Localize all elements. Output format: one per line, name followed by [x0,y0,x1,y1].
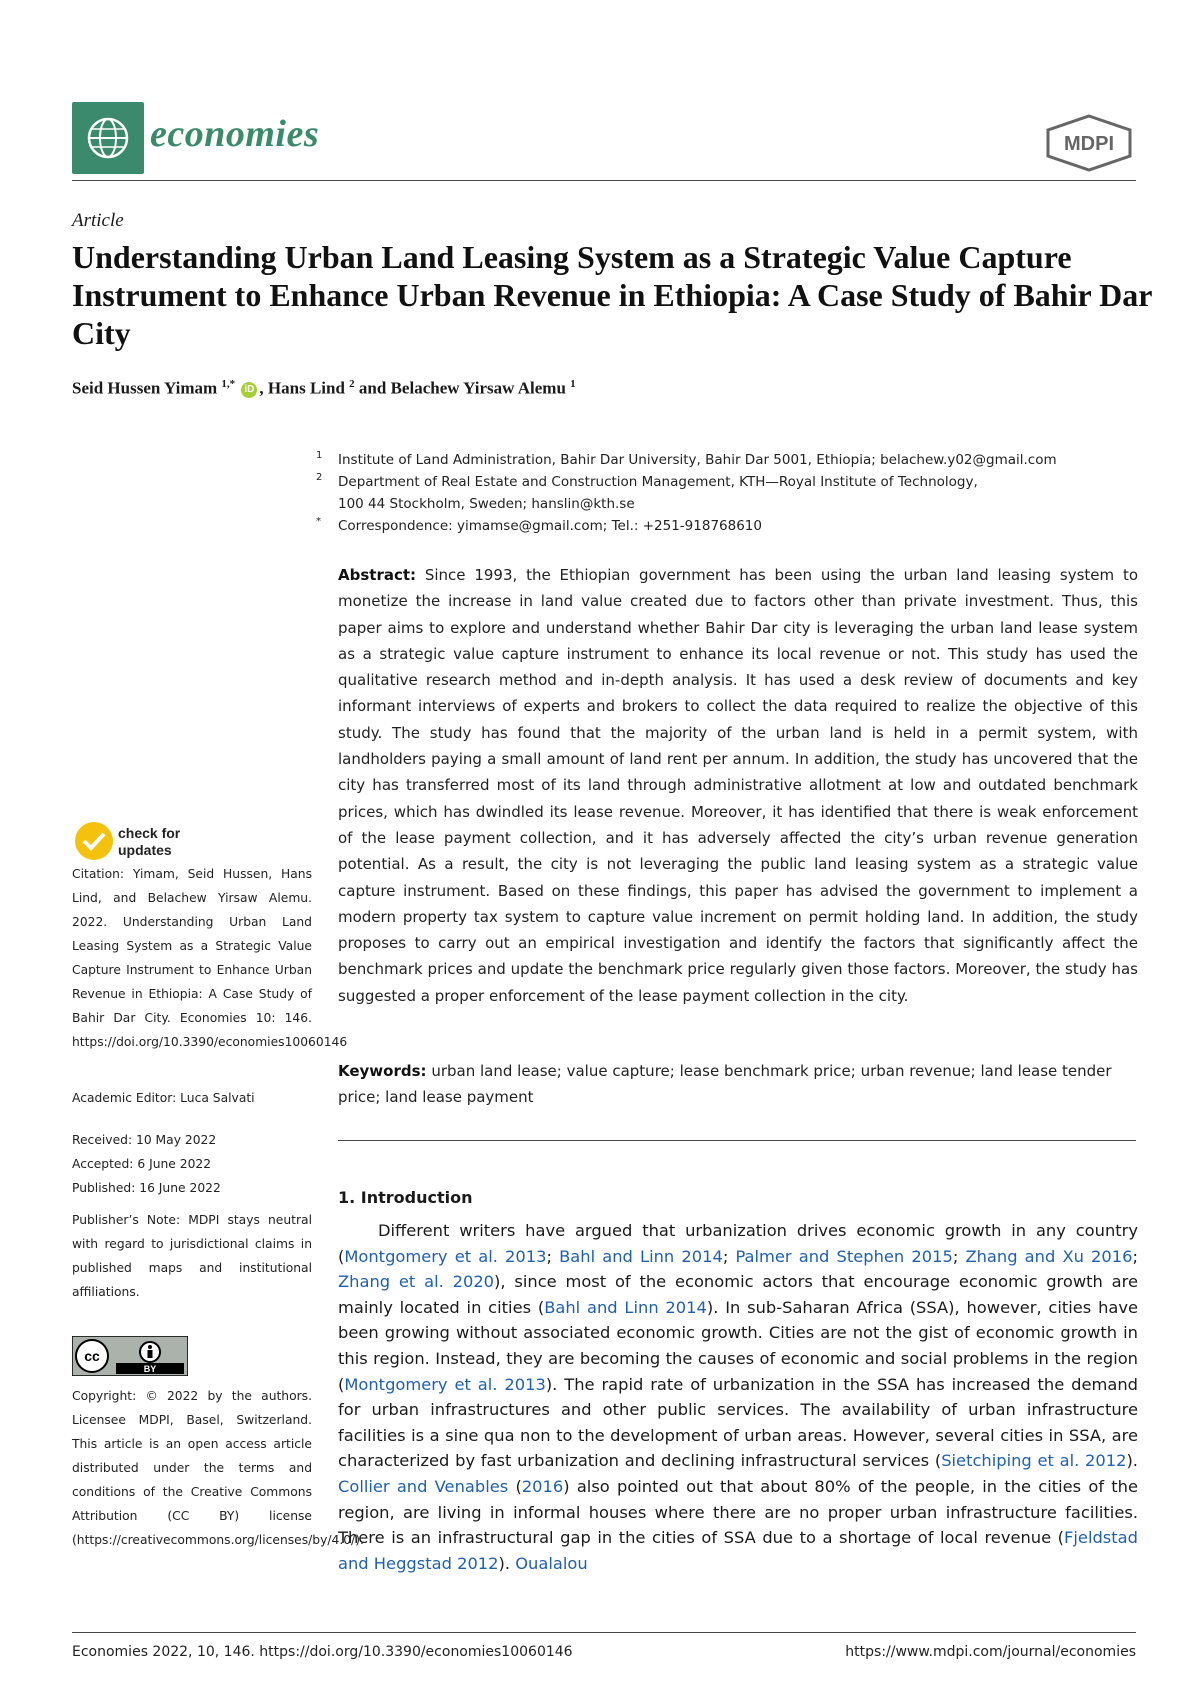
mdpi-logo[interactable] [1044,114,1134,172]
svg-text:check for: check for [118,825,181,841]
section-heading: 1. Introduction [338,1188,473,1207]
article-title: Understanding Urban Land Leasing System as a Strategic Value Capture Instrument to Enhance Urban Revenue in Ethiopia: A Case Study of Bahir Dar City [72,239,1152,351]
journal-logo [72,102,144,174]
body-text: ; [546,1246,560,1266]
footer-journal-url[interactable]: https://www.mdpi.com/journal/economies [845,1644,1136,1660]
article-type: Article [72,210,124,231]
affiliation-2-cont [338,496,635,512]
citation-link[interactable]: Palmer and Stephen 2015 [735,1246,953,1266]
section-divider [338,1140,1136,1141]
body-text: ) also pointed out that about 80% of the people, in the cities of the region, are living in informal houses where there are no proper urban infrastructure facilities. There is an infrastructural gap in the cities of SSA due to a shortage of local revenue ( [338,1476,1139,1548]
abstract-label: Abstract: [338,566,417,584]
body-text: Different writers have argued that urbanization drives economic growth in any country ( [338,1221,1138,1266]
affiliation-2 [316,472,978,490]
keywords-text: urban land lease; value capture; lease benchmark price; urban revenue; land lease tender price; land lease payment [338,1062,1112,1106]
affiliation-number: 2 [316,472,323,483]
citation-link[interactable]: Bahl and Linn 2014 [544,1297,707,1317]
academic-editor: Academic Editor: Luca Salvati [72,1091,255,1105]
svg-text:MDPI: MDPI [1064,133,1114,155]
author-name[interactable]: and Belachew Yirsaw Alemu [358,378,566,398]
citation-link[interactable]: Zhang et al. 2020 [338,1272,495,1292]
citation-link[interactable]: Sietchiping et al. 2012 [941,1451,1127,1471]
citation-link[interactable]: Collier and Venables [338,1476,509,1496]
citation-link[interactable]: 2016 [521,1476,564,1496]
correspondence [316,516,762,534]
published-date: Published: 16 June 2022 [72,1181,221,1195]
orcid-icon[interactable]: iD [241,382,257,398]
citation-link[interactable]: Zhang and Xu 2016 [965,1246,1133,1266]
body-text: ). In sub-Saharan Africa (SSA), however, cities have been growing without associated economic growth. Cities are not the gist of economic growth in this region. Instead, they are becoming the causes of economic and social problems in the region ( [338,1297,1139,1394]
footer-divider [72,1632,1136,1633]
keywords-label: Keywords: [338,1062,427,1080]
author-name[interactable]: Seid Hussen Yimam [72,378,218,398]
citation-link[interactable]: Bahl and Linn 2014 [559,1246,723,1266]
body-text: ; [1132,1246,1138,1266]
check-for-updates-badge[interactable] [72,818,192,864]
intro-paragraph [338,1218,1138,1576]
citation-block: Citation: Yimam, Seid Hussen, Hans Lind, and Belachew Yirsaw Alemu. 2022. Understanding Urban Land Leasing System as a Strategic Value Capture Instrument to Enhance Urban Revenue in Ethiopia: A Case Study of Bahir Dar City. Economies 10: 146. https://doi.org/10.3390/economies10060146 [72,867,348,1049]
body-text: ). The rapid rate of urbanization in the SSA has increased the demand for urban infrastructures and other public services. The availability of urban infrastructure facilities is a sine qua non to the development of urban areas. However, several cities in SSA, are characterized by fast urbanization and declining infrastructural services ( [338,1374,1138,1471]
cc-by-license-badge[interactable] [72,1336,188,1376]
publication-dates [72,1128,312,1200]
header-divider [72,180,1136,181]
author-affiliation-mark: 1,* [221,378,236,390]
body-text: ). [1126,1451,1138,1471]
author-affiliation-mark: 2 [349,378,355,390]
affiliation-text: Institute of Land Administration, Bahir Dar University, Bahir Dar 5001, Ethiopia; belachew.y02@gmail.com [338,452,1057,468]
body-text: ; [722,1246,736,1266]
copyright-notice: Copyright: © 2022 by the authors. Licensee MDPI, Basel, Switzerland. This article is an open access article distributed under the terms and conditions of the Creative Commons Attribution (CC BY) license (https://creativecommons.org/licenses/by/4.0/). [72,1389,364,1547]
svg-text:BY: BY [143,1364,157,1374]
citation-link[interactable]: Oualalou [515,1553,588,1573]
received-date: Received: 10 May 2022 [72,1133,217,1147]
journal-name[interactable]: economies [150,113,320,155]
author-name[interactable]: , Hans Lind [259,378,345,398]
footer-citation[interactable]: Economies 2022, 10, 146. https://doi.org/10.3390/economies10060146 [72,1644,573,1660]
abstract-text: Since 1993, the Ethiopian government has been using the urban land leasing system to monetize the increase in land value created due to factors other than private investment. Thus, this paper aims to explore and understand whether Bahir Dar city is leveraging the urban land lease system as a strategic value capture instrument to enhance its local revenue or not. This study has used the qualitative research method and in-depth analysis. It has used a desk review of documents and key informant interviews of experts and brokers to collect the data required to realize the objective of this study. The study has found that the majority of the urban land is held in a permit system, with landholders paying a small amount of land rent per annum. In addition, the study has uncovered that the city has transferred most of its land through administrative allotment at low and outdated benchmark prices, which has dwindled its lease revenue. Moreover, it has identified that there is weak enforcement of the lease payment collection, and it has adversely affected the city’s urban revenue generation potential. As a result, the city is not leveraging the public land leasing system as a strategic value capture instrument. Based on these findings, this paper has advised the government to implement a modern property tax system to capture value increment on permit holding land. In addition, the study proposes to carry out an empirical investigation and identify the factors that significantly affect the benchmark prices and update the benchmark price regularly given those factors. Moreover, the study has suggested a proper enforcement of the lease payment collection in the city. [338,566,1138,1005]
keywords [338,1058,1138,1110]
affiliation-text: 100 44 Stockholm, Sweden; hanslin@kth.se [338,496,635,512]
globe-icon [86,116,130,160]
affiliation-1 [316,450,1057,468]
accepted-date: Accepted: 6 June 2022 [72,1157,212,1171]
body-text: ; [952,1246,966,1266]
citation-link[interactable]: Montgomery et al. 2013 [344,1246,547,1266]
citation-link[interactable]: Montgomery et al. 2013 [344,1374,546,1394]
affiliation-number: * [316,516,321,527]
svg-text:updates: updates [118,842,172,858]
body-text: ). [498,1553,516,1573]
body-text: ( [508,1476,522,1496]
publishers-note: Publisher’s Note: MDPI stays neutral with regard to jurisdictional claims in published maps and institutional affiliations. [72,1213,312,1299]
affiliation-number: 1 [316,450,323,461]
svg-text:cc: cc [84,1348,100,1364]
affiliation-text: Correspondence: yimamse@gmail.com; Tel.: +251-918768610 [338,518,762,534]
body-text: ), since most of the economic actors that encourage economic growth are mainly located in cities ( [338,1272,1139,1317]
author-affiliation-mark: 1 [570,378,576,390]
abstract [338,562,1138,1009]
affiliation-text: Department of Real Estate and Construction Management, KTH—Royal Institute of Technology, [338,474,978,490]
citation-link[interactable]: Fjeldstad and Heggstad 2012 [338,1528,1138,1573]
author-list [72,378,576,399]
